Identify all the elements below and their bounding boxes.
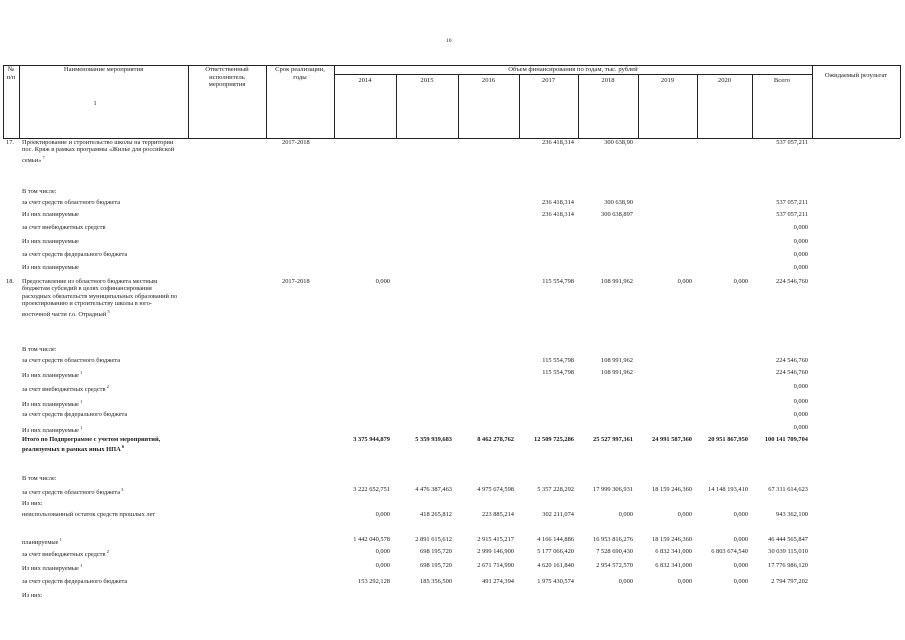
- row-value: 108 991,962: [601, 357, 633, 364]
- row-label: [22, 592, 43, 599]
- row-value: 2 671 714,990: [477, 562, 514, 569]
- footnote-mark: 2: [105, 549, 109, 554]
- row-value: 302 211,074: [542, 511, 574, 518]
- row-label: [22, 278, 180, 318]
- row-label: [22, 475, 57, 482]
- row-label-text: Из них планируемые: [22, 238, 79, 245]
- row-value: 0,000: [375, 548, 390, 555]
- row-label: [22, 346, 57, 353]
- row-label: [22, 139, 180, 164]
- row-value: 223 885,214: [482, 511, 514, 518]
- row-label: [22, 548, 109, 558]
- header-name: Наименование мероприятия: [63, 66, 144, 73]
- row-total: 0,000: [793, 238, 808, 245]
- col-border-num: [19, 65, 20, 138]
- row-number: 18.: [6, 278, 14, 285]
- row-total: 0,000: [793, 411, 808, 418]
- row-total: 224 546,760: [776, 278, 808, 285]
- row-value: 236 418,314: [542, 199, 574, 206]
- row-value: 1 442 040,578: [353, 536, 390, 543]
- row-label: [22, 578, 127, 585]
- row-label-text: за счет средств федерального бюджета: [22, 578, 128, 585]
- row-value: 24 991 587,360: [652, 436, 692, 443]
- row-label-text: Из них планируемые: [22, 264, 79, 271]
- row-value: 2 891 615,612: [415, 536, 452, 543]
- row-value: 153 292,128: [358, 578, 390, 585]
- row-label-text: за счет средств областного бюджета: [22, 199, 121, 206]
- row-total: 943 362,100: [776, 511, 808, 518]
- row-value: 698 195,720: [420, 562, 452, 569]
- row-value: 300 638,90: [604, 139, 633, 146]
- row-total: 100 141 709,704: [764, 436, 808, 443]
- col-border-right: [900, 65, 901, 138]
- row-total: 0,000: [793, 424, 808, 431]
- row-total: 2 794 797,202: [771, 578, 808, 585]
- footnote-mark: 1: [78, 399, 83, 404]
- row-value: 0,000: [618, 511, 633, 518]
- row-value: 25 527 997,361: [593, 436, 633, 443]
- row-total: 224 546,760: [776, 369, 808, 376]
- row-label: [22, 562, 82, 572]
- row-value: 4 975 674,598: [477, 486, 514, 493]
- row-label-text: планируемые: [22, 539, 59, 546]
- footnote-mark: 2: [105, 384, 109, 389]
- row-total: 30 039 115,010: [768, 548, 808, 555]
- row-label: [22, 383, 109, 393]
- row-label: [22, 536, 62, 546]
- row-period: 2017-2018: [282, 139, 310, 146]
- footnote-mark: 6: [120, 444, 125, 450]
- row-label: [22, 369, 82, 379]
- row-total: 0,000: [793, 251, 808, 258]
- row-value: 3 222 652,751: [353, 486, 390, 493]
- row-value: 0,000: [618, 578, 633, 585]
- row-value: 5 357 228,292: [537, 486, 574, 493]
- header-year-total: Всего: [773, 77, 791, 84]
- row-label: [22, 500, 43, 507]
- row-label-text: В том числе:: [22, 475, 57, 482]
- row-value: 18 159 246,360: [652, 486, 692, 493]
- row-label-text: Из них планируемые: [22, 427, 79, 434]
- page-number: 10: [446, 38, 452, 44]
- row-value: 0,000: [733, 578, 748, 585]
- row-value: 16 953 816,276: [593, 536, 633, 543]
- footnote-mark: 7: [41, 154, 45, 160]
- row-value: 5 177 066,420: [537, 548, 574, 555]
- row-total: 537 057,211: [776, 199, 808, 206]
- row-value: 491 274,394: [482, 578, 514, 585]
- row-total: 17 776 986,120: [768, 562, 808, 569]
- row-label-text: за счет внебюджетных средств: [22, 551, 106, 558]
- row-value: 236 418,314: [542, 139, 574, 146]
- row-value: 0,000: [375, 562, 390, 569]
- footnote-mark: 1: [78, 370, 83, 375]
- row-value: 0,000: [677, 278, 692, 285]
- row-value: 0,000: [733, 536, 748, 543]
- row-label-text: за счет средств федерального бюджета: [22, 251, 128, 258]
- row-value: 0,000: [375, 511, 390, 518]
- header-year-2015: 2015: [420, 77, 434, 84]
- header-year-2020: 2020: [717, 77, 732, 84]
- row-label: [22, 188, 57, 195]
- row-value: 108 991,962: [601, 369, 633, 376]
- row-label-text: Из них планируемые: [22, 211, 79, 218]
- row-label-text: Предоставление из областного бюджета местным бюджетам субсидий в целях софинансирования расходных обязательств муниципальных образований по проектированию и строительству школы в юго-восточной части г.о. Отрадный: [22, 278, 178, 318]
- header-year-2014: 2014: [358, 77, 372, 84]
- row-label-text: Из них планируемые: [22, 565, 79, 572]
- row-value: 7 528 690,430: [596, 548, 633, 555]
- row-label-text: за счет внебюджетных средств: [22, 224, 106, 231]
- row-label-text: Из них:: [22, 592, 43, 599]
- row-total: 67 311 614,623: [768, 486, 808, 493]
- row-value: 0,000: [733, 562, 748, 569]
- row-label: [22, 211, 79, 218]
- row-total: 0,000: [793, 224, 808, 231]
- row-label: [22, 357, 120, 364]
- row-label-text: Из них:: [22, 500, 43, 507]
- row-label: [22, 224, 105, 231]
- row-value: 5 359 939,683: [415, 436, 452, 443]
- row-value: 2 999 146,900: [477, 548, 514, 555]
- row-label: [22, 436, 180, 454]
- row-value: 18 159 246,360: [652, 536, 692, 543]
- footnote-mark: 3: [120, 487, 124, 492]
- row-label: [22, 411, 127, 418]
- row-label: [22, 199, 120, 206]
- row-label-text: Из них планируемые: [22, 372, 79, 379]
- row-total: 0,000: [793, 398, 808, 405]
- row-value: 2 915 415,217: [477, 536, 514, 543]
- row-value: 300 638,897: [601, 211, 633, 218]
- row-label-text: В том числе:: [22, 188, 57, 195]
- row-value: 185 356,500: [420, 578, 452, 585]
- row-value: 3 375 944,879: [353, 436, 390, 443]
- row-label: [22, 511, 182, 518]
- row-value: 115 554,798: [542, 369, 574, 376]
- row-value: 698 195,720: [420, 548, 452, 555]
- row-label-text: за счет средств федерального бюджета: [22, 411, 128, 418]
- header-year-2017: 2017: [541, 77, 556, 84]
- row-value: 0,000: [677, 578, 692, 585]
- row-period: 2017-2018: [282, 278, 310, 285]
- row-value: 4 476 387,463: [415, 486, 452, 493]
- row-value: 108 991,962: [601, 278, 633, 285]
- row-label-text: неиспользованный остаток средств прошлых лет: [22, 511, 156, 518]
- row-label-text: за счет средств областного бюджета: [22, 357, 121, 364]
- header-period: Срок реализации, годы: [275, 66, 325, 81]
- row-label-text: за счет средств областного бюджета: [22, 489, 121, 496]
- row-value: 418 265,812: [420, 511, 452, 518]
- row-label: [22, 486, 123, 496]
- row-label-text: Из них планируемые: [22, 401, 79, 408]
- row-total: 224 546,760: [776, 357, 808, 364]
- row-value: 6 832 341,000: [655, 562, 692, 569]
- header-result: Ожидаемый результат: [824, 72, 888, 79]
- row-label-text: Итого по Подпрограмме с учетом мероприятий, реализуемых в рамках иных НПА: [22, 436, 161, 454]
- row-value: 8 462 278,762: [477, 436, 514, 443]
- row-label: [22, 398, 82, 408]
- years-top-border: [334, 74, 812, 75]
- row-value: 0,000: [733, 511, 748, 518]
- header-num: № п/п: [6, 66, 16, 81]
- footnote-mark: 1: [78, 563, 83, 568]
- row-label-text: за счет внебюджетных средств: [22, 386, 106, 393]
- header-financing: Объем финансирования по годам, тыс. рублей: [508, 66, 638, 73]
- header-col-mark: 1: [93, 100, 97, 107]
- row-value: 115 554,798: [542, 357, 574, 364]
- row-value: 17 999 306,931: [593, 486, 633, 493]
- col-border-period: [334, 65, 335, 138]
- row-value: 6 832 341,000: [655, 548, 692, 555]
- row-label: [22, 264, 79, 271]
- footnote-mark: 1: [58, 537, 62, 542]
- row-value: 0,000: [375, 278, 390, 285]
- header-responsible: Ответственный исполнитель мероприятия: [205, 66, 249, 89]
- footnote-mark: 5: [106, 308, 110, 314]
- row-value: 2 954 572,570: [596, 562, 633, 569]
- row-value: 0,000: [733, 278, 748, 285]
- header-year-2016: 2016: [481, 77, 496, 84]
- row-total: 537 057,211: [776, 139, 808, 146]
- row-value: 115 554,798: [542, 278, 574, 285]
- row-value: 4 620 161,840: [537, 562, 574, 569]
- row-value: 236 418,314: [542, 211, 574, 218]
- row-value: 4 166 144,886: [537, 536, 574, 543]
- row-number: 17.: [6, 139, 14, 146]
- row-value: 14 148 193,410: [708, 486, 748, 493]
- row-value: 300 638,90: [604, 199, 633, 206]
- row-label: [22, 238, 79, 245]
- row-value: 6 803 674,540: [711, 548, 748, 555]
- row-label: [22, 251, 127, 258]
- header-year-2019: 2019: [660, 77, 675, 84]
- row-total: 0,000: [793, 264, 808, 271]
- row-label-text: Проектирование и строительство школы на территории пос. Кряж в рамках программы «Жилье для российской семьи»: [22, 139, 175, 164]
- row-total: 46 444 565,847: [768, 536, 808, 543]
- row-value: 1 975 430,574: [537, 578, 574, 585]
- row-value: 0,000: [677, 511, 692, 518]
- footnote-mark: 1: [78, 425, 83, 430]
- header-year-2018: 2018: [601, 77, 615, 84]
- row-label: [22, 424, 82, 434]
- row-value: 20 951 867,950: [708, 436, 748, 443]
- row-total: 0,000: [793, 383, 808, 390]
- row-value: 12 509 725,286: [534, 436, 574, 443]
- row-label-text: В том числе:: [22, 346, 57, 353]
- row-total: 537 057,211: [776, 211, 808, 218]
